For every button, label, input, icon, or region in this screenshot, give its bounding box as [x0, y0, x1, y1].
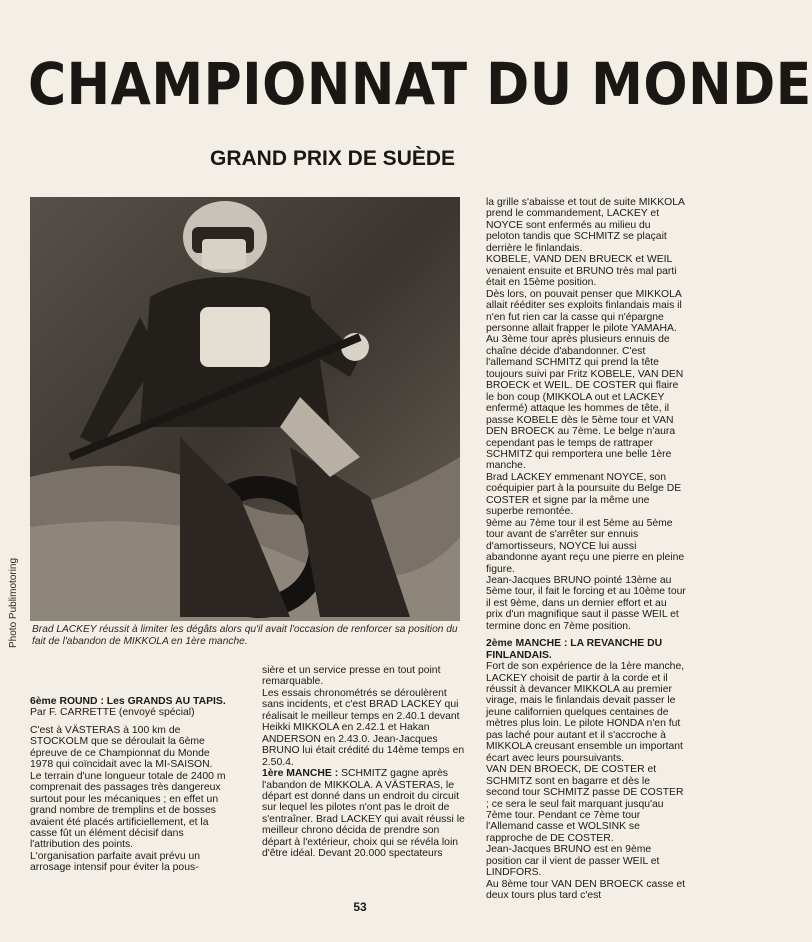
- paragraph: Les essais chronométrés se déroulèrent sans incidents, et c'est BRAD LACKEY qui réalisait le meilleur temps en 2.40.1 devant Heikki MIKKOLA en 2.42.1 et Hakan ANDERSON en 2.43.0. Jean-Jacques BRUNO lui était crédité du 14ème temps en 2.50.4.: [262, 687, 465, 768]
- section-heading: 2ème MANCHE : LA REVANCHE DU FINLANDAIS.: [486, 638, 663, 661]
- paragraph: Jean-Jacques BRUNO pointé 13ème au 5ème tour, il fait le forcing et au 10ème tour il est 9ème, dans un dernier effort et au prix d'un magnifique saut il passe WEIL et termine donc en 7ème position.: [486, 574, 686, 632]
- text-column-1: [30, 696, 235, 896]
- paragraph: Fort de son expérience de la 1ère manche, LACKEY choisit de partir à la corde et il réussit à devancer MIKKOLA au premier virage, mais le finlandais devait passer le jeune californien quelques centaines de mètres plus loin. Le pilote HONDA n'en fut pas laché pour autant et il s'accroche à MIKKOLA creusant ensemble un important écart avec leurs poursuivants.: [486, 661, 685, 764]
- paragraph: KOBELE, VAND DEN BRUECK et WEIL venaient ensuite et BRUNO très mal parti était en 15ème position.: [486, 254, 677, 289]
- text-column-3: [486, 197, 686, 902]
- paragraph: Au 8ème tour VAN DEN BROECK casse et deux tours plus tard c'est: [486, 878, 686, 902]
- race-photo: [30, 197, 460, 621]
- paragraph: C'est à VÄSTERAS à 100 km de STOCKOLM que se déroulait la 6ème épreuve de ce Championnat du Monde 1978 qui coïncidait avec la MI-SAISON.: [30, 724, 213, 771]
- byline: Par F. CARRETTE (envoyé spécial): [30, 707, 195, 719]
- paragraph: Dès lors, on pouvait penser que MIKKOLA allait rééditer ses exploits finlandais mais il n'en fut rien car la casse qui n'épargne personne allait frapper le pilote YAMAHA.: [486, 288, 682, 334]
- paragraph: sière et un service presse en tout point remarquable.: [262, 665, 441, 688]
- paragraph: 9ème au 7ème tour il est 5ème au 5ème tour avant de s'arrêter sur ennuis d'amortisseurs, NOYCE lui aussi abandonne ayant reçu une pierre en pleine figure.: [486, 517, 685, 575]
- text-column-2: [262, 665, 467, 896]
- section-heading: 6ème ROUND : Les GRANDS AU TAPIS.: [30, 696, 226, 707]
- paragraph: la grille s'abaisse et tout de suite MIKKOLA prend le commandement, LACKEY et NOYCE sont enfermés au milieu du peloton tandis que SCHMITZ se plaçait derrière le finlandais.: [486, 197, 685, 254]
- paragraph: Au 3ème tour après plusieurs ennuis de chaîne décide d'abandonner. C'est l'allemand SCHMITZ qui prend la tête toujours suivi par Fritz KOBELE, VAN DEN BROECK et WEIL. DE COSTER qui flaire le bon coup (MIKKOLA out et LACKEY enfermé) attaque les hommes de tête, il passe KOBELE dès le 5ème tour et VAN DEN BROECK au 7ème. Le belge n'aura cependant pas le temps de rattraper SCHMITZ qui remportera une belle 1ère manche.: [486, 334, 684, 472]
- paragraph: Brad LACKEY emmenant NOYCE, son coéquipier part à la poursuite du Belge DE COSTER et signe par la même une superbe remontée.: [486, 471, 682, 518]
- page-number: 53: [353, 900, 367, 914]
- paragraph: L'organisation parfaite avait prévu un arrosage intensif pour éviter la pous-: [30, 850, 201, 874]
- paragraph: Jean-Jacques BRUNO est en 9ème position car il vient de passer WEIL et LINDFORS.: [486, 844, 660, 879]
- paragraph: Le terrain d'une longueur totale de 2400 m comprenait des passages très dangereux surtout pour les mécaniques ; en effet un grand nombre de tremplins et de bosses avaient été placés artificiellement, et la casse fût un élément décisif dans l'attribution des points.: [30, 770, 226, 851]
- inline-heading: 1ère MANCHE :: [262, 768, 339, 780]
- paragraph: VAN DEN BROECK, DE COSTER et SCHMITZ sont en bagarre et dès le second tour SCHMITZ passe DE COSTER ; ce sera le seul fait marquant jusqu'au 7ème tour. Pendant ce 7ème tour l'Allemand casse et WOLSINK se rapproche de DE COSTER.: [486, 764, 684, 844]
- paragraph: [262, 768, 467, 860]
- page-subtitle: GRAND PRIX DE SUÈDE: [210, 147, 456, 170]
- masthead: CHAMPIONNAT DU MONDE: [28, 51, 812, 119]
- paragraph-text: SCHMITZ gagne après l'abandon de MIKKOLA. A VÄSTERAS, le départ est donné dans un endroit du circuit sur lequel les pilotes n'ont pas le droit de s'entraîner. Brad LACKEY qui avait réussi le meilleur chrono décida de prendre son départ à l'extérieur, choix qui se révéla loin d'être idéal. Devant 20.000 spectateurs: [262, 768, 465, 860]
- photo-caption: Brad LACKEY réussit à limiter les dégâts alors qu'il avait l'occasion de renforcer sa position du fait de l'abandon de MIKKOLA en 1ère manche.: [32, 624, 458, 647]
